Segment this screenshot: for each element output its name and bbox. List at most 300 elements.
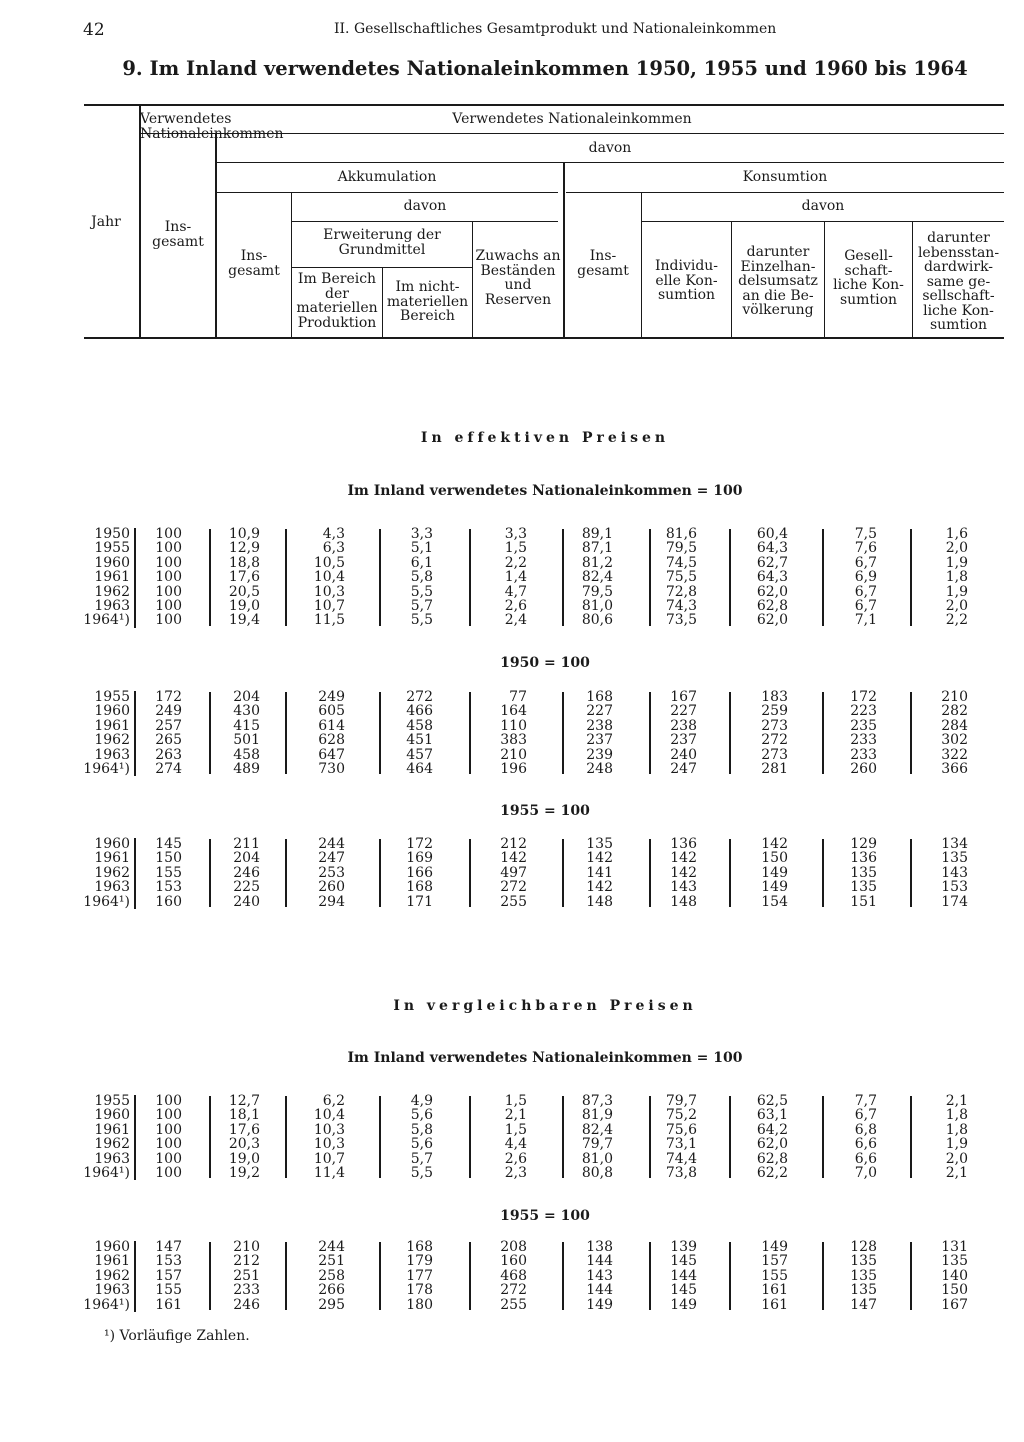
table-title: 9. Im Inland verwendetes Nationaleinkommen 1950, 1955 und 1960 bis 1964 <box>122 57 968 80</box>
table-cell: 605 <box>318 703 345 720</box>
table-cell: 2,1 <box>945 1165 968 1181</box>
table-cell: 458 <box>406 717 433 734</box>
table-cell: 74,3 <box>665 598 697 614</box>
table-cell: 5,5 <box>410 1165 433 1181</box>
table-cell: 144 <box>586 1282 613 1299</box>
table-cell: 5,5 <box>410 583 433 600</box>
table-row <box>0 762 1024 776</box>
header-verwendetes-nationaleinkommen-label: Verwendetes Nationaleinkommen <box>452 111 692 127</box>
table-row <box>0 719 1024 733</box>
row-year: 1960 <box>94 554 130 571</box>
table-cell: 135 <box>850 864 877 881</box>
table-cell: 155 <box>155 1282 182 1299</box>
row-year: 1960 <box>94 1107 130 1124</box>
table-cell: 2,6 <box>504 1150 527 1167</box>
table-cell: 208 <box>500 1239 527 1255</box>
header-individuelle-konsumtion: Individu- elle Kon- sumtion <box>654 258 719 303</box>
table-row <box>0 880 1024 894</box>
table-cell: 135 <box>850 1267 877 1284</box>
table-cell: 2,3 <box>504 1165 527 1181</box>
table-cell: 10,3 <box>313 1136 345 1153</box>
table-cell: 248 <box>586 761 613 777</box>
column-separator <box>562 1242 564 1310</box>
table-cell: 100 <box>155 612 182 629</box>
table-cell: 282 <box>941 703 968 720</box>
table-cell: 628 <box>318 732 345 749</box>
table-cell: 79,5 <box>581 583 613 600</box>
table-cell: 82,4 <box>581 1121 613 1138</box>
table-cell: 87,3 <box>581 1093 613 1109</box>
table-cell: 149 <box>586 1296 613 1313</box>
table-cell: 6,9 <box>854 569 877 586</box>
header-konsumtion: Konsumtion <box>742 169 828 185</box>
table-cell: 144 <box>670 1267 697 1284</box>
table-cell: 183 <box>761 689 788 705</box>
table-cell: 74,5 <box>665 554 697 571</box>
table-cell: 82,4 <box>581 569 613 586</box>
header-verwendetes-nationaleinkommen: Verwendetes Nationaleinkommen <box>140 111 284 142</box>
table-cell: 135 <box>850 1282 877 1299</box>
table-cell: 164 <box>500 703 527 720</box>
table-cell: 142 <box>761 836 788 852</box>
block-subtitle: 1955 = 100 <box>500 1208 590 1224</box>
table-cell: 247 <box>670 761 697 777</box>
table-cell: 2,0 <box>945 1150 968 1167</box>
table-row <box>0 1152 1024 1166</box>
table-cell: 100 <box>155 526 182 542</box>
table-cell: 227 <box>670 703 697 720</box>
table-cell: 233 <box>850 732 877 749</box>
table-cell: 172 <box>155 689 182 705</box>
column-separator <box>729 692 731 774</box>
table-cell: 18,8 <box>228 554 260 571</box>
table-cell: 60,4 <box>756 526 788 542</box>
column-separator <box>562 529 564 626</box>
table-cell: 6,7 <box>854 554 877 571</box>
table-cell: 1,4 <box>504 569 527 586</box>
table-cell: 210 <box>941 689 968 705</box>
table-cell: 247 <box>318 850 345 867</box>
table-row <box>0 690 1024 704</box>
column-separator <box>822 1242 824 1310</box>
table-cell: 89,1 <box>581 526 613 542</box>
table-cell: 80,6 <box>581 612 613 629</box>
table-cell: 11,5 <box>313 612 345 629</box>
table-cell: 266 <box>318 1282 345 1299</box>
row-year: 1955 <box>94 540 130 557</box>
table-cell: 100 <box>155 598 182 614</box>
table-cell: 143 <box>670 879 697 896</box>
table-cell: 100 <box>155 1150 182 1167</box>
table-cell: 62,0 <box>756 1136 788 1153</box>
table-cell: 4,9 <box>410 1093 433 1109</box>
table-cell: 63,1 <box>756 1107 788 1124</box>
header-konsumtion-davon: davon <box>801 198 845 214</box>
table-cell: 62,7 <box>756 554 788 571</box>
table-cell: 79,7 <box>581 1136 613 1153</box>
row-year: 1963 <box>94 1282 130 1299</box>
table-cell: 1,8 <box>945 1121 968 1138</box>
column-separator <box>285 529 287 626</box>
table-cell: 135 <box>941 850 968 867</box>
table-cell: 272 <box>500 879 527 896</box>
row-year: 1960 <box>94 703 130 720</box>
table-cell: 19,0 <box>228 598 260 614</box>
table-cell: 10,7 <box>313 1150 345 1167</box>
table-cell: 240 <box>670 746 697 763</box>
table-cell: 64,3 <box>756 569 788 586</box>
table-cell: 81,6 <box>665 526 697 542</box>
table-cell: 155 <box>761 1267 788 1284</box>
table-cell: 2,2 <box>504 554 527 571</box>
table-cell: 168 <box>406 1239 433 1255</box>
table-cell: 153 <box>155 879 182 896</box>
table-cell: 150 <box>941 1282 968 1299</box>
table-cell: 100 <box>155 583 182 600</box>
table-cell: 237 <box>586 732 613 749</box>
column-separator <box>729 529 731 626</box>
table-cell: 79,7 <box>665 1093 697 1109</box>
header-einzelhandelsumsatz: darunter Einzelhan- delsumsatz an die Be- völkerung <box>738 244 818 318</box>
table-cell: 614 <box>318 717 345 734</box>
table-cell: 100 <box>155 554 182 571</box>
table-cell: 178 <box>406 1282 433 1299</box>
column-separator <box>822 692 824 774</box>
table-cell: 281 <box>761 761 788 777</box>
row-year: 1961 <box>94 569 130 586</box>
column-separator <box>910 692 912 774</box>
column-separator <box>729 1096 731 1178</box>
table-cell: 19,2 <box>228 1165 260 1181</box>
table-cell: 258 <box>318 1267 345 1284</box>
table-cell: 153 <box>155 1253 182 1270</box>
table-cell: 227 <box>586 703 613 720</box>
row-year: 1962 <box>94 732 130 749</box>
table-cell: 383 <box>500 732 527 749</box>
table-cell: 143 <box>941 864 968 881</box>
block-subtitle: 1950 = 100 <box>500 655 590 671</box>
column-separator <box>209 1242 211 1310</box>
table-cell: 244 <box>318 1239 345 1255</box>
table-cell: 10,5 <box>313 554 345 571</box>
table-cell: 251 <box>233 1267 260 1284</box>
table-cell: 255 <box>500 1296 527 1313</box>
table-cell: 167 <box>670 689 697 705</box>
table-cell: 1,5 <box>504 1121 527 1138</box>
table-cell: 140 <box>941 1267 968 1284</box>
table-cell: 3,3 <box>504 526 527 542</box>
table-cell: 18,1 <box>228 1107 260 1124</box>
header-jahr: Jahr <box>91 214 121 230</box>
table-row <box>0 1166 1024 1180</box>
table-cell: 451 <box>406 732 433 749</box>
table-cell: 135 <box>586 836 613 852</box>
table-cell: 211 <box>233 836 260 852</box>
column-separator <box>209 529 211 626</box>
table-cell: 260 <box>850 761 877 777</box>
table-cell: 142 <box>670 864 697 881</box>
table-cell: 149 <box>761 1239 788 1255</box>
column-separator <box>379 1242 381 1310</box>
table-cell: 2,1 <box>504 1107 527 1124</box>
table-cell: 273 <box>761 717 788 734</box>
table-cell: 135 <box>850 1253 877 1270</box>
column-separator <box>649 529 651 626</box>
table-cell: 7,1 <box>854 612 877 629</box>
table-cell: 2,0 <box>945 598 968 614</box>
table-row <box>0 1240 1024 1254</box>
table-cell: 415 <box>233 717 260 734</box>
table-cell: 73,5 <box>665 612 697 629</box>
table-cell: 100 <box>155 540 182 557</box>
table-cell: 10,3 <box>313 1121 345 1138</box>
header-insgesamt: Ins- gesamt <box>152 219 204 250</box>
table-cell: 238 <box>586 717 613 734</box>
table-cell: 4,7 <box>504 583 527 600</box>
table-cell: 260 <box>318 879 345 896</box>
chapter-heading: II. Gesellschaftliches Gesamtprodukt und Nationaleinkommen <box>334 21 777 37</box>
table-cell: 1,9 <box>945 1136 968 1153</box>
table-cell: 149 <box>761 864 788 881</box>
column-separator <box>649 1242 651 1310</box>
table-cell: 6,8 <box>854 1121 877 1138</box>
table-cell: 210 <box>233 1239 260 1255</box>
header-erweiterung-grundmittel: Erweiterung der Grundmittel <box>323 227 441 258</box>
table-cell: 6,6 <box>854 1150 877 1167</box>
column-separator <box>285 1242 287 1310</box>
table-cell: 6,7 <box>854 598 877 614</box>
row-year: 1961 <box>94 1121 130 1138</box>
table-row <box>0 748 1024 762</box>
table-cell: 77 <box>509 689 527 705</box>
table-cell: 10,3 <box>313 583 345 600</box>
table-cell: 64,2 <box>756 1121 788 1138</box>
table-cell: 144 <box>586 1253 613 1270</box>
table-cell: 136 <box>670 836 697 852</box>
column-separator <box>649 692 651 774</box>
table-cell: 366 <box>941 761 968 777</box>
table-cell: 100 <box>155 569 182 586</box>
table-cell: 6,7 <box>854 583 877 600</box>
column-separator <box>379 692 381 774</box>
table-cell: 249 <box>318 689 345 705</box>
table-cell: 64,3 <box>756 540 788 557</box>
column-separator <box>209 1096 211 1178</box>
table-cell: 62,5 <box>756 1093 788 1109</box>
table-cell: 274 <box>155 761 182 777</box>
row-year: 1964¹) <box>83 761 130 777</box>
row-year: 1955 <box>94 689 130 705</box>
table-cell: 141 <box>586 864 613 881</box>
column-separator <box>910 1096 912 1178</box>
table-cell: 161 <box>761 1282 788 1299</box>
column-separator <box>379 1096 381 1178</box>
table-cell: 172 <box>850 689 877 705</box>
table-cell: 1,8 <box>945 1107 968 1124</box>
row-year: 1961 <box>94 850 130 867</box>
table-cell: 74,4 <box>665 1150 697 1167</box>
table-row <box>0 1137 1024 1151</box>
table-cell: 458 <box>233 746 260 763</box>
table-cell: 110 <box>500 717 527 734</box>
table-cell: 161 <box>155 1296 182 1313</box>
table-cell: 730 <box>318 761 345 777</box>
column-separator <box>822 839 824 907</box>
table-cell: 73,1 <box>665 1136 697 1153</box>
table-cell: 17,6 <box>228 569 260 586</box>
table-cell: 233 <box>233 1282 260 1299</box>
table-cell: 142 <box>500 850 527 867</box>
row-year: 1964¹) <box>83 1296 130 1313</box>
column-separator <box>910 1242 912 1310</box>
table-cell: 251 <box>318 1253 345 1270</box>
table-cell: 212 <box>233 1253 260 1270</box>
year-separator <box>134 528 136 628</box>
table-row <box>0 851 1024 865</box>
table-cell: 501 <box>233 732 260 749</box>
table-cell: 168 <box>406 879 433 896</box>
table-cell: 294 <box>318 893 345 910</box>
table-cell: 204 <box>233 689 260 705</box>
table-row <box>0 1108 1024 1122</box>
table-cell: 143 <box>586 1267 613 1284</box>
table-row <box>0 866 1024 880</box>
table-cell: 169 <box>406 850 433 867</box>
table-cell: 87,1 <box>581 540 613 557</box>
header-lebensstandardwirksame-konsumtion: darunter lebensstan- dardwirk- same ge- sellschaft- liche Kon- sumtion <box>917 230 1000 333</box>
table-cell: 100 <box>155 1165 182 1181</box>
table-cell: 212 <box>500 836 527 852</box>
table-cell: 20,5 <box>228 583 260 600</box>
column-separator <box>562 839 564 907</box>
column-separator <box>910 529 912 626</box>
table-cell: 457 <box>406 746 433 763</box>
table-cell: 263 <box>155 746 182 763</box>
table-cell: 204 <box>233 850 260 867</box>
table-cell: 10,4 <box>313 1107 345 1124</box>
table-cell: 5,8 <box>410 1121 433 1138</box>
table-cell: 139 <box>670 1239 697 1255</box>
column-separator <box>469 692 471 774</box>
table-row <box>0 1254 1024 1268</box>
section-title-effektive-preise: In effektiven Preisen <box>420 430 670 446</box>
table-cell: 81,2 <box>581 554 613 571</box>
table-cell: 138 <box>586 1239 613 1255</box>
table-cell: 157 <box>761 1253 788 1270</box>
footnote: ¹) Vorläufige Zahlen. <box>104 1328 250 1344</box>
table-cell: 5,6 <box>410 1136 433 1153</box>
table-cell: 295 <box>318 1296 345 1313</box>
row-year: 1950 <box>94 526 130 542</box>
table-cell: 265 <box>155 732 182 749</box>
table-cell: 147 <box>850 1296 877 1313</box>
table-cell: 19,0 <box>228 1150 260 1167</box>
table-cell: 235 <box>850 717 877 734</box>
block-subtitle: Im Inland verwendetes Nationaleinkommen = 100 <box>347 1050 743 1066</box>
column-separator <box>822 1096 824 1178</box>
row-year: 1961 <box>94 717 130 734</box>
table-row <box>0 837 1024 851</box>
table-row <box>0 1283 1024 1297</box>
row-year: 1963 <box>94 1150 130 1167</box>
header-zuwachs-bestaende: Zuwachs an Beständen und Reserven <box>475 248 561 308</box>
table-cell: 1,9 <box>945 583 968 600</box>
table-cell: 145 <box>670 1282 697 1299</box>
table-cell: 174 <box>941 893 968 910</box>
header-davon: davon <box>588 140 632 156</box>
column-separator <box>379 839 381 907</box>
row-year: 1962 <box>94 583 130 600</box>
table-cell: 180 <box>406 1296 433 1313</box>
table-cell: 464 <box>406 761 433 777</box>
block-subtitle: Im Inland verwendetes Nationaleinkommen = 100 <box>347 483 743 499</box>
table-row <box>0 599 1024 613</box>
table-cell: 7,7 <box>854 1093 877 1109</box>
table-cell: 249 <box>155 703 182 720</box>
table-cell: 5,5 <box>410 612 433 629</box>
table-cell: 6,6 <box>854 1136 877 1153</box>
column-separator <box>209 692 211 774</box>
table-cell: 5,1 <box>410 540 433 557</box>
table-cell: 272 <box>500 1282 527 1299</box>
table-cell: 148 <box>670 893 697 910</box>
table-cell: 489 <box>233 761 260 777</box>
table-cell: 5,7 <box>410 598 433 614</box>
table-row <box>0 1094 1024 1108</box>
table-cell: 253 <box>318 864 345 881</box>
table-cell: 466 <box>406 703 433 720</box>
table-cell: 244 <box>318 836 345 852</box>
table-cell: 161 <box>761 1296 788 1313</box>
table-cell: 142 <box>670 850 697 867</box>
column-separator <box>469 839 471 907</box>
table-cell: 12,7 <box>228 1093 260 1109</box>
table-cell: 225 <box>233 879 260 896</box>
table-cell: 2,6 <box>504 598 527 614</box>
table-cell: 6,1 <box>410 554 433 571</box>
table-cell: 153 <box>941 879 968 896</box>
table-cell: 6,7 <box>854 1107 877 1124</box>
row-year: 1962 <box>94 1136 130 1153</box>
table-cell: 128 <box>850 1239 877 1255</box>
table-cell: 129 <box>850 836 877 852</box>
year-separator <box>134 691 136 776</box>
header-materieller-bereich: Im Bereich der materiellen Produktion <box>296 271 378 331</box>
table-cell: 7,6 <box>854 540 877 557</box>
table-cell: 272 <box>406 689 433 705</box>
table-cell: 20,3 <box>228 1136 260 1153</box>
table-cell: 79,5 <box>665 540 697 557</box>
table-cell: 237 <box>670 732 697 749</box>
table-cell: 168 <box>586 689 613 705</box>
column-separator <box>285 692 287 774</box>
table-cell: 81,0 <box>581 1150 613 1167</box>
table-cell: 100 <box>155 1107 182 1124</box>
table-row <box>0 704 1024 718</box>
year-separator <box>134 838 136 909</box>
table-row <box>0 1298 1024 1312</box>
table-cell: 3,3 <box>410 526 433 542</box>
table-cell: 302 <box>941 732 968 749</box>
column-separator <box>469 1242 471 1310</box>
column-separator <box>285 839 287 907</box>
table-cell: 246 <box>233 864 260 881</box>
table-cell: 5,7 <box>410 1150 433 1167</box>
table-cell: 75,6 <box>665 1121 697 1138</box>
table-cell: 75,2 <box>665 1107 697 1124</box>
row-year: 1963 <box>94 746 130 763</box>
table-cell: 172 <box>406 836 433 852</box>
